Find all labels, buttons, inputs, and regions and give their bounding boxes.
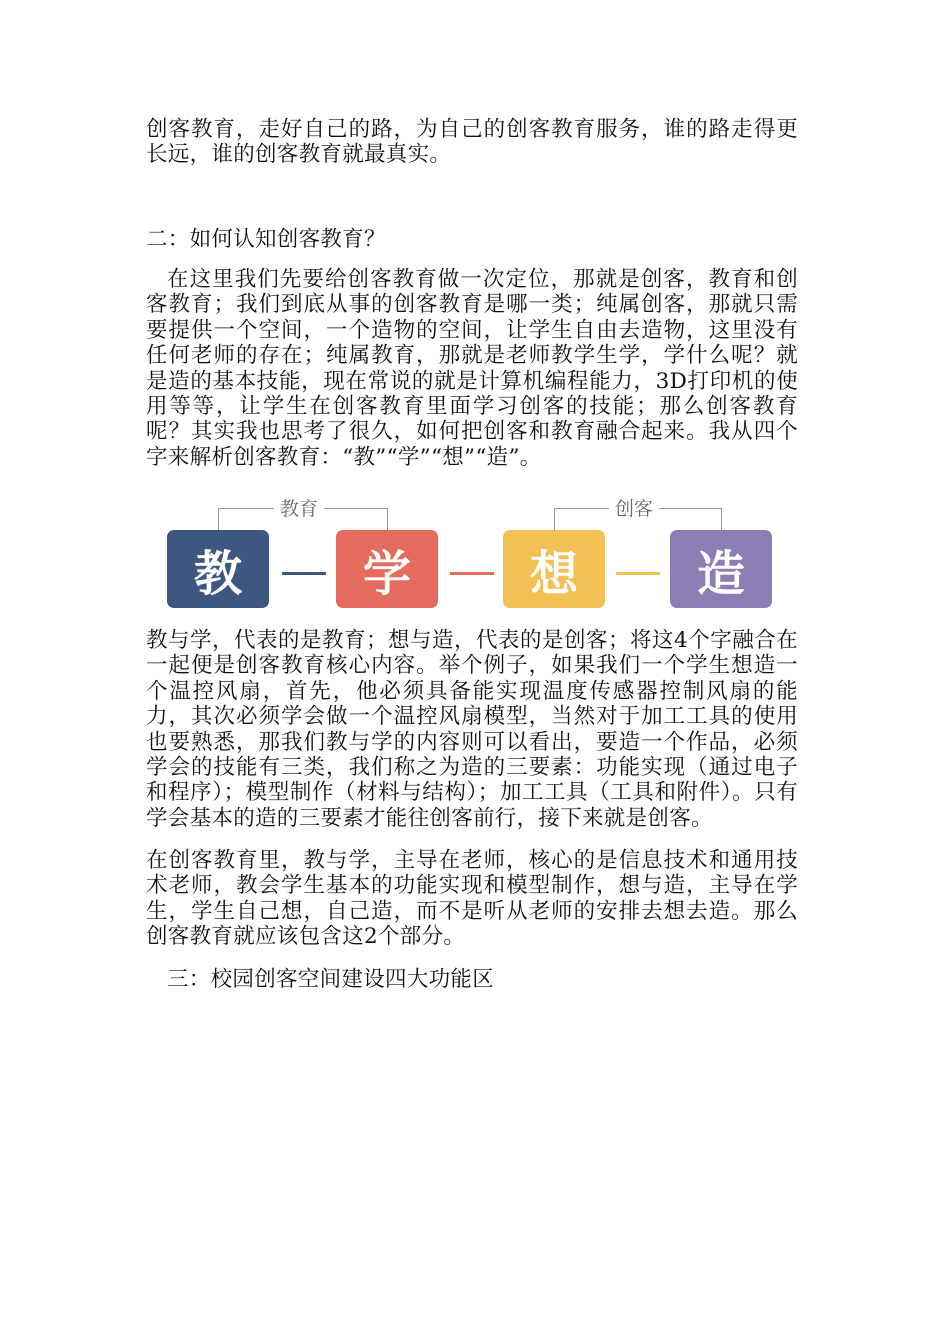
box-zao: 造 — [670, 530, 772, 608]
paragraph-definition: 在这里我们先要给创客教育做一次定位，那就是创客，教育和创客教育；我们到底从事的创客教育是哪一类；纯属创客，那就只需要提供一个空间，一个造物的空间，让学生自由去造物，这里没有任何老师的存在；纯属教育，那就是老师教学生学，学什么呢？就是造的基本技能，现在常说的就是计算机编程能力，3D打印机的使用等等，让学生在创客教育里面学习创客的技能；那么创客教育呢？其实我也思考了很久，如何把创客和教育融合起来。我从四个字来解析创客教育：“教”“学”“想”“造”。 — [146, 267, 798, 470]
bracket-right-stem-2 — [721, 508, 722, 530]
paragraph-intro-ending: 创客教育，走好自己的路，为自己的创客教育服务，谁的路走得更长远，谁的创客教育就最真实。 — [146, 117, 798, 168]
box-jiao: 教 — [167, 530, 269, 608]
section-heading-2: 二：如何认知创客教育？ — [146, 227, 386, 252]
box-xue: 学 — [336, 530, 438, 608]
connector-xiang-zao — [616, 572, 660, 575]
group-label-education: 教育 — [274, 498, 324, 520]
connector-xue-xiang — [450, 572, 494, 575]
four-characters-diagram — [146, 490, 791, 616]
bracket-left-stem-2 — [387, 508, 388, 530]
group-label-maker: 创客 — [609, 498, 659, 520]
section-heading-3: 三：校园创客空间建设四大功能区 — [167, 967, 495, 992]
connector-jiao-xue — [282, 572, 326, 575]
bracket-right-stem-1 — [554, 508, 555, 530]
paragraph-example: 教与学，代表的是教育；想与造，代表的是创客；将这4个字融合在一起便是创客教育核心内容。举个例子，如果我们一个学生想造一个温控风扇，首先，他必须具备能实现温度传感器控制风扇的能力，其次必须学会做一个温控风扇模型，当然对于加工工具的使用也要熟悉，那我们教与学的内容则可以看出，要造一个作品，必须学会的技能有三类，我们称之为造的三要素：功能实现（通过电子和程序）；模型制作（材料与结构）；加工工具（工具和附件）。只有学会基本的造的三要素才能往创客前行，接下来就是创客。 — [146, 628, 798, 831]
paragraph-roles: 在创客教育里，教与学，主导在老师，核心的是信息技术和通用技术老师，教会学生基本的功能实现和模型制作，想与造，主导在学生，学生自己想，自己造，而不是听从老师的安排去想去造。那么创客教育就应该包含这2个部分。 — [146, 848, 798, 950]
box-xiang: 想 — [503, 530, 605, 608]
bracket-left-stem-1 — [218, 508, 219, 530]
